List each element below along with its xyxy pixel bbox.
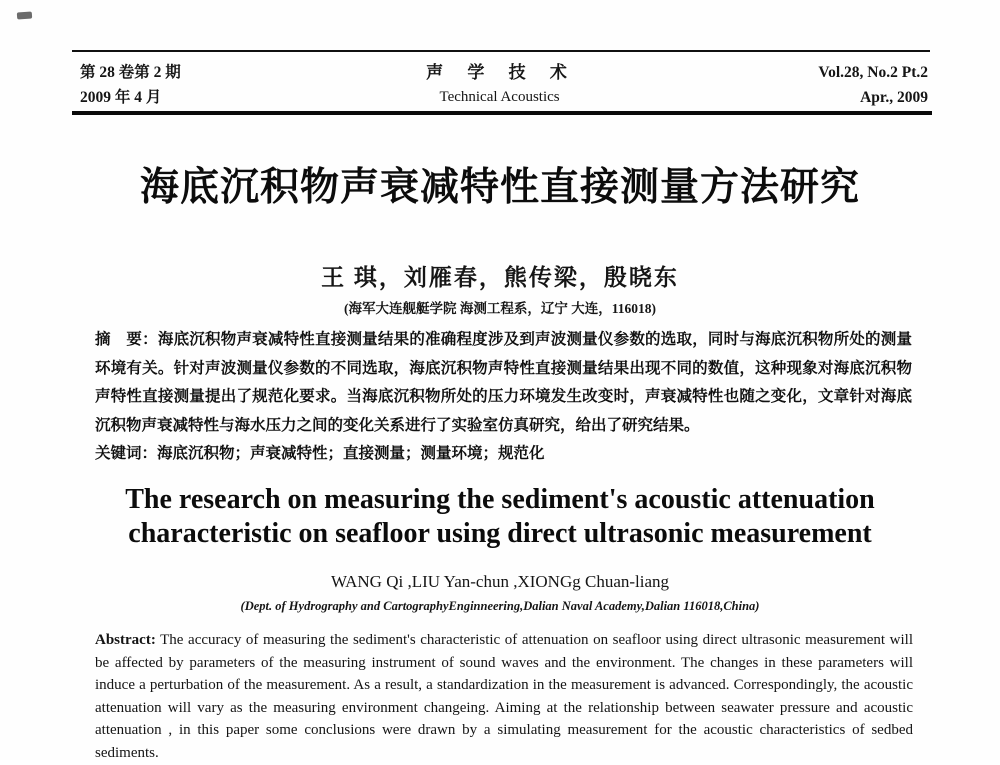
volume-issue-cn: 第 28 卷第 2 期 (80, 64, 181, 81)
authors-cn: 王 琪，刘雁春，熊传梁，殷晓东 (321, 265, 679, 290)
issue-info-cn (80, 60, 181, 110)
abstract-cn (95, 326, 912, 440)
journal-name-cn: 声 学 技 术 (426, 63, 573, 82)
authors-en: WANG Qi ,LIU Yan-chun ,XIONGg Chuan-liang (330, 572, 670, 591)
issue-date-en: Apr., 2009 (860, 89, 928, 106)
journal-name-en: Technical Acoustics (439, 89, 560, 105)
affiliation-cn: (海军大连舰艇学院 海测工程系，辽宁 大连，116018) (344, 301, 656, 316)
abstract-cn-label: 摘 要： (95, 331, 158, 348)
abstract-en (95, 629, 913, 765)
keywords-cn (95, 440, 912, 469)
article-title-cn: 海底沉积物声衰减特性直接测量方法研究 (139, 166, 860, 209)
journal-name-block (426, 60, 573, 110)
article-title-en (0, 483, 1000, 551)
issue-date-cn: 2009 年 4 月 (80, 89, 162, 106)
header-bottom-rule (72, 111, 932, 115)
abstract-en-label: Abstract: (95, 632, 156, 648)
abstract-cn-text: 海底沉积物声衰减特性直接测量结果的准确程度涉及到声波测量仪参数的选取，同时与海底沉积物所处的测量环境有关。针对声波测量仪参数的不同选取，海底沉积物声特性直接测量结果出现不同的数值，这种现象对海底沉积物声特性直接测量提出了规范化要求。当海底沉积物所处的压力环境发生改变时，声衰减特性也随之变化，文章针对海底沉积物声衰减特性与海水压力之间的变化关系进行了实验室仿真研究，给出了研究结果。 (95, 331, 912, 434)
scan-smudge-mark (17, 11, 32, 19)
issue-info-en (818, 60, 928, 110)
article-title-en-line1: The research on measuring the sediment's acoustic attenuation (125, 484, 875, 515)
abstract-en-text: The accuracy of measuring the sediment's characteristic of attenuation on seafloor using direct ultrasonic measurement will be affected by parameters of the measuring instrument of sound waves and the environment. The changes in these parameters will induce a perturbation of the measurement. As a result, a standardization in the measurement is advanced. Correspondingly, the acoustic attenuation will vary as the measuring environment changeing. Aiming at the relationship between seawater pressure and acoustic attenuation , in this paper some conclusions were drawn by a simulating measurement for the acoustic characteristics of sedbed sediments. (95, 632, 913, 761)
volume-issue-en: Vol.28, No.2 Pt.2 (818, 64, 928, 81)
header-top-rule (72, 50, 930, 52)
article-title-en-line2: characteristic on seafloor using direct ultrasonic measurement (128, 518, 872, 549)
keywords-cn-label: 关键词： (95, 445, 158, 462)
keywords-cn-text: 海底沉积物；声衰减特性；直接测量；测量环境；规范化 (157, 445, 545, 462)
journal-header (80, 60, 928, 110)
affiliation-en: (Dept. of Hydrography and CartographyEnginneering,Dalian Naval Academy,Dalian 116018,China) (240, 599, 760, 613)
